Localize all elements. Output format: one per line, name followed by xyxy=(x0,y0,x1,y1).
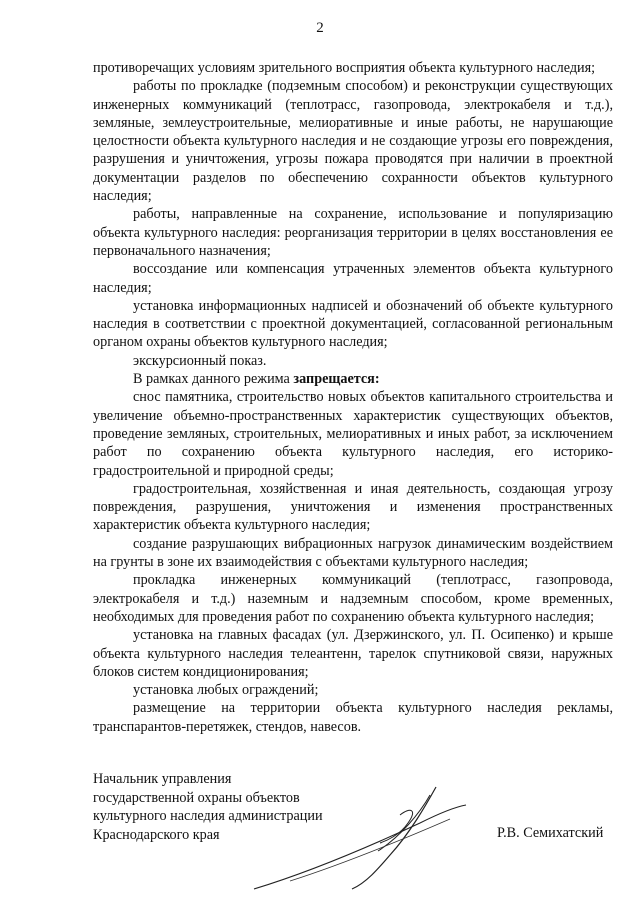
prohibited-item: градостроительная, хозяйственная и иная деятельность, создающая угрозу повреждения, разрушения, уничтожения и изменения пространственных характеристик объекта культурного наследия; xyxy=(93,480,613,534)
signatory-name: Р.В. Семихатский xyxy=(497,825,604,841)
prohibited-item: создание разрушающих вибрационных нагрузок динамическим воздействием на грунты в зоне их взаимодействия с объектами культурного наследия; xyxy=(93,535,613,571)
document-body xyxy=(93,59,613,736)
prohibited-item: прокладка инженерных коммуникаций (теплотрасс, газопровода, электрокабеля и т.д.) наземным и надземным способом, кроме временных, необходимых для проведения работ по сохранению объекта культурного наследия; xyxy=(93,572,613,625)
paragraph: работы по прокладке (подземным способом) и реконструкции существующих инженерных коммуникаций (теплотрасс, газопровода, электрокабеля и т.д.), земляные, землеустроительные, мелиоративные и иные работы, не нарушающие целостности объекта культурного наследия и не создающие угрозы его повреждения, разрушения и уничтожения, угрозы пожара проводятся при наличии в проектной документации разделов по обеспечению сохранности объектов культурного наследия; xyxy=(93,78,613,205)
prohibited-item: размещение на территории объекта культурного наследия рекламы, транспарантов-перетяжек, стендов, навесов. xyxy=(93,700,613,735)
prohibited-item: снос памятника, строительство новых объектов капитального строительства и увеличение объемно-пространственных характеристик существующих объектов, проведение земляных, строительных, мелиоративных и иных работ, за исключением работ по сохранению объекта культурного наследия, его историко-градостроительной и природной среды; xyxy=(93,389,613,479)
paragraph: установка информационных надписей и обозначений об объекте культурного наследия в соответствии с проектной документацией, согласованной региональным органом охраны объектов культурного наследия; xyxy=(93,297,613,351)
page-number: 2 xyxy=(316,20,324,36)
paragraph: воссоздание или компенсация утраченных элементов объекта культурного наследия; xyxy=(93,261,613,296)
signature-title-line: Краснодарского края xyxy=(93,826,220,843)
prohibited-intro: В рамках данного режима xyxy=(133,371,290,388)
paragraph: противоречащих условиям зрительного восприятия объекта культурного наследия; xyxy=(93,60,596,76)
prohibited-bold: запрещается: xyxy=(293,371,380,388)
prohibited-item: установка любых ограждений; xyxy=(133,682,319,699)
handwritten-signature xyxy=(250,785,470,895)
signature-title-line: Начальник управления xyxy=(93,771,232,787)
prohibited-item: установка на главных фасадах (ул. Дзержинского, ул. П. Осипенко) и крыше объекта культурного наследия телеантенн, тарелок спутниковой связи, наружных блоков систем кондиционирования; xyxy=(93,627,613,680)
signature-title-line: государственной охраны объектов xyxy=(93,789,300,806)
signature-title-line: культурного наследия администрации xyxy=(93,808,323,825)
prohibited-heading xyxy=(93,370,613,388)
paragraph: экскурсионный показ. xyxy=(133,352,267,369)
paragraph: работы, направленные на сохранение, использование и популяризацию объекта культурного наследия: реорганизация территории в целях восстановления ее первоначального назначения; xyxy=(93,206,613,259)
